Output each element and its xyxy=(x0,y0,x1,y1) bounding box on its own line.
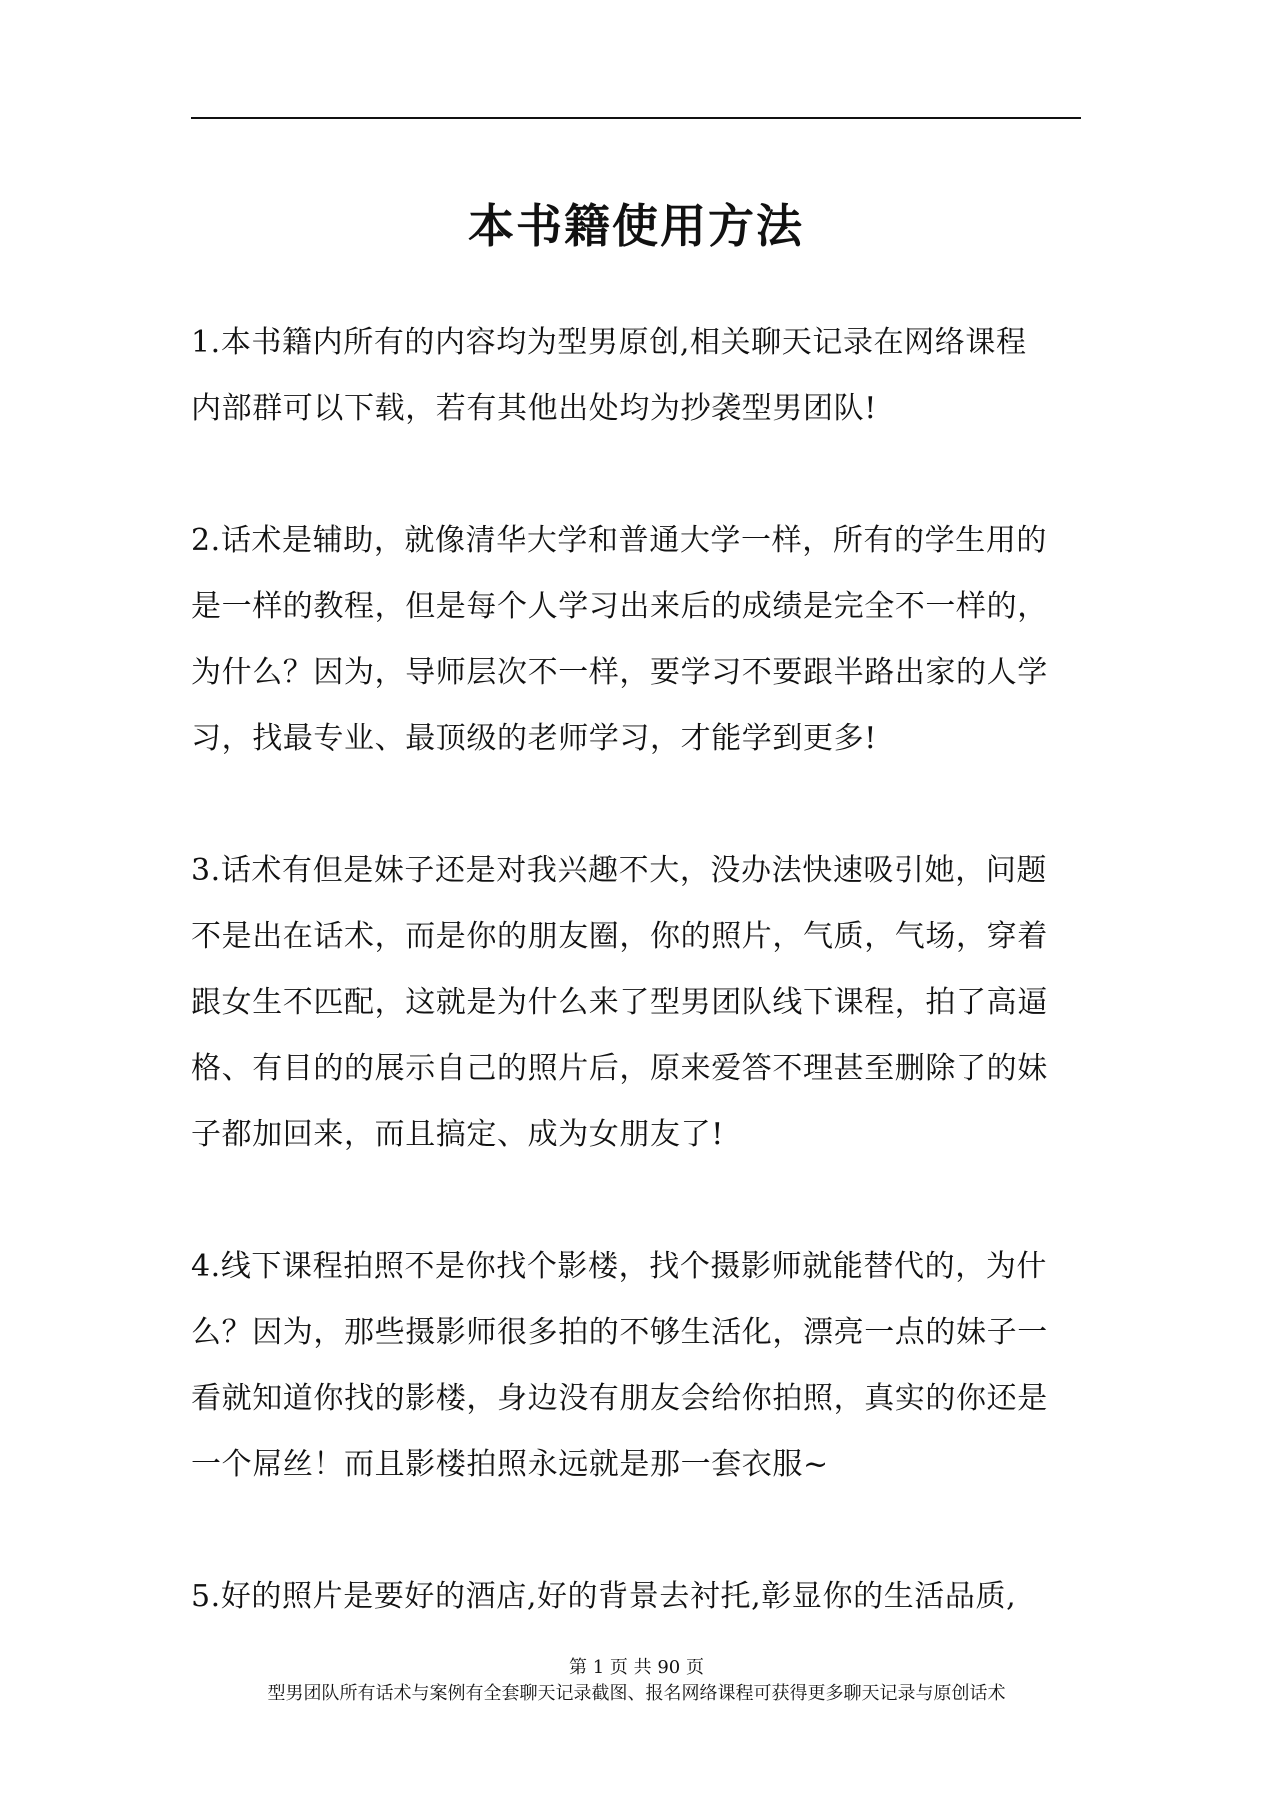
paragraph-line: 看就知道你找的影楼，身边没有朋友会给你拍照，真实的你还是 xyxy=(191,1381,1048,1416)
paragraph-line: 1.本书籍内所有的内容均为型男原创,相关聊天记录在网络课程 xyxy=(191,325,1027,360)
paragraph-line: 是一样的教程，但是每个人学习出来后的成绩是完全不一样的， xyxy=(191,589,1048,624)
page-footer xyxy=(0,1655,1273,1707)
paragraph-line: 2.话术是辅助，就像清华大学和普通大学一样，所有的学生用的 xyxy=(191,523,1048,558)
paragraph-line: 3.话术有但是妹子还是对我兴趣不大，没办法快速吸引她，问题 xyxy=(191,853,1048,888)
page-title: 本书籍使用方法 xyxy=(468,199,804,253)
paragraph-line: 5.好的照片是要好的酒店,好的背景去衬托,彰显你的生活品质, xyxy=(191,1579,1017,1614)
paragraph-line: 4.线下课程拍照不是你找个影楼，找个摄影师就能替代的，为什 xyxy=(191,1249,1048,1284)
page-number: 第 1 页 共 90 页 xyxy=(569,1657,704,1678)
paragraph-line: 内部群可以下载，若有其他出处均为抄袭型男团队! xyxy=(191,391,877,426)
paragraph-line: 跟女生不匹配，这就是为什么来了型男团队线下课程，拍了高逼 xyxy=(191,985,1048,1020)
footer-note: 型男团队所有话术与案例有全套聊天记录截图、报名网络课程可获得更多聊天记录与原创话术 xyxy=(267,1683,1006,1704)
paragraph-line: 一个屌丝！而且影楼拍照永远就是那一套衣服~ xyxy=(191,1447,829,1482)
paragraph-line: 不是出在话术，而是你的朋友圈，你的照片，气质，气场，穿着 xyxy=(191,919,1048,954)
paragraph-line: 么？因为，那些摄影师很多拍的不够生活化，漂亮一点的妹子一 xyxy=(191,1315,1048,1350)
paragraph-2 xyxy=(191,508,1086,772)
paragraph-line: 习，找最专业、最顶级的老师学习，才能学到更多! xyxy=(191,721,877,756)
paragraph-line: 格、有目的的展示自己的照片后，原来爱答不理甚至删除了的妹 xyxy=(191,1051,1048,1086)
paragraph-5 xyxy=(191,1564,1086,1630)
paragraph-1 xyxy=(191,310,1086,442)
paragraph-line: 子都加回来，而且搞定、成为女朋友了! xyxy=(191,1117,724,1152)
document-body xyxy=(191,310,1086,1696)
paragraph-line: 为什么？因为，导师层次不一样，要学习不要跟半路出家的人学 xyxy=(191,655,1048,690)
paragraph-4 xyxy=(191,1234,1086,1498)
header-rule xyxy=(191,117,1081,119)
paragraph-3 xyxy=(191,838,1086,1168)
